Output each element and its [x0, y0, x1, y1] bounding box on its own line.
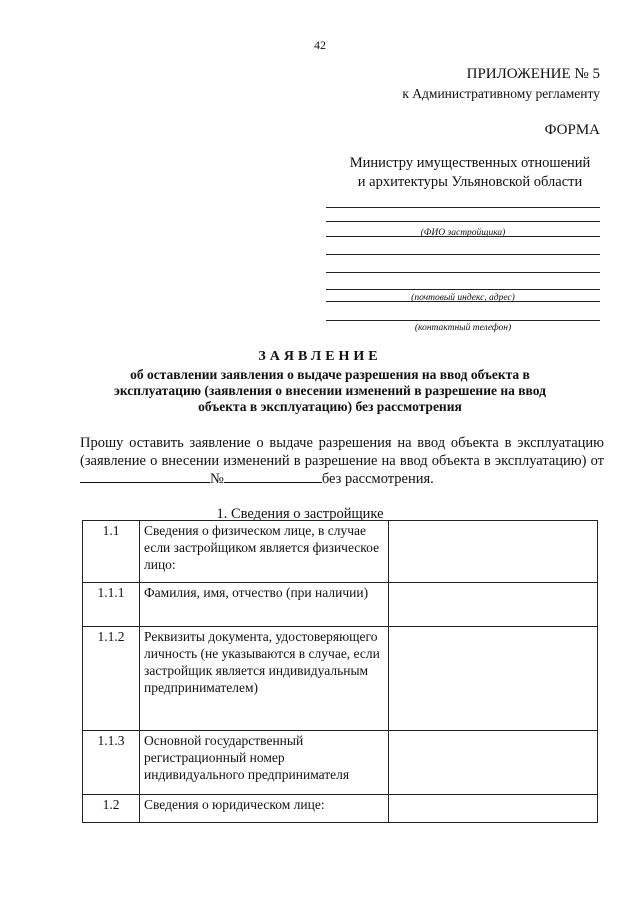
row-value-cell[interactable] [389, 521, 598, 583]
form-label: ФОРМА [544, 122, 600, 138]
table-row [83, 627, 598, 731]
row-number: 1.1 [83, 521, 140, 583]
fill-line [326, 272, 600, 273]
document-title: ЗАЯВЛЕНИЕ [258, 349, 382, 364]
row-number: 1.2 [83, 795, 140, 823]
fill-line [326, 221, 600, 222]
request-text: Прошу оставить заявление о выдаче разрешения на ввод объекта в эксплуатацию (заявление о внесении изменений в разрешение на ввод объекта в эксплуатацию) от [80, 435, 604, 469]
fill-line [326, 289, 600, 290]
applicant-info-table [82, 520, 598, 823]
caption-address: (почтовый индекс, адрес) [411, 293, 515, 303]
page-number: 42 [314, 38, 326, 52]
fill-line [326, 254, 600, 255]
row-value-cell[interactable] [389, 583, 598, 627]
caption-phone: (контактный телефон) [414, 323, 512, 333]
request-end: без рассмотрения. [321, 471, 434, 487]
row-value-cell[interactable] [389, 795, 598, 823]
caption-fio: (ФИО застройщика) [420, 228, 506, 238]
request-paragraph [80, 434, 604, 488]
section-heading: 1. Сведения о застройщике [216, 506, 384, 522]
number-blank[interactable] [224, 470, 322, 483]
row-number: 1.1.2 [83, 627, 140, 731]
fill-line [326, 207, 600, 208]
addressee [330, 154, 610, 192]
table-row [83, 731, 598, 795]
appendix-title: ПРИЛОЖЕНИЕ № 5 [466, 66, 600, 82]
appendix-subtitle: к Административному регламенту [402, 86, 600, 101]
row-value-cell[interactable] [389, 627, 598, 731]
date-blank[interactable] [80, 470, 210, 483]
row-label: Сведения о юридическом лице: [140, 795, 389, 823]
fill-line-phone [326, 320, 600, 321]
table-row [83, 521, 598, 583]
table-row [83, 583, 598, 627]
table-row [83, 795, 598, 823]
row-label: Сведения о физическом лице, в случае если застройщиком является физическое лицо: [140, 521, 389, 583]
number-sign: № [210, 471, 224, 487]
row-label: Фамилия, имя, отчество (при наличии) [140, 583, 389, 627]
row-label: Основной государственный регистрационный номер индивидуального предпринимателя [140, 731, 389, 795]
row-label: Реквизиты документа, удостоверяющего личность (не указываются в случае, если застройщик является индивидуальным предпринимателем) [140, 627, 389, 731]
row-number: 1.1.1 [83, 583, 140, 627]
document-subtitle: об оставлении заявления о выдаче разрешения на ввод объекта в эксплуатацию (заявления о внесении изменений в разрешение на ввод объекта в эксплуатацию) без рассмотрения [114, 367, 546, 414]
row-value-cell[interactable] [389, 731, 598, 795]
addressee-line-2: и архитектуры Ульяновской области [357, 174, 583, 190]
row-number: 1.1.3 [83, 731, 140, 795]
addressee-line-1: Министру имущественных отношений [349, 155, 591, 171]
